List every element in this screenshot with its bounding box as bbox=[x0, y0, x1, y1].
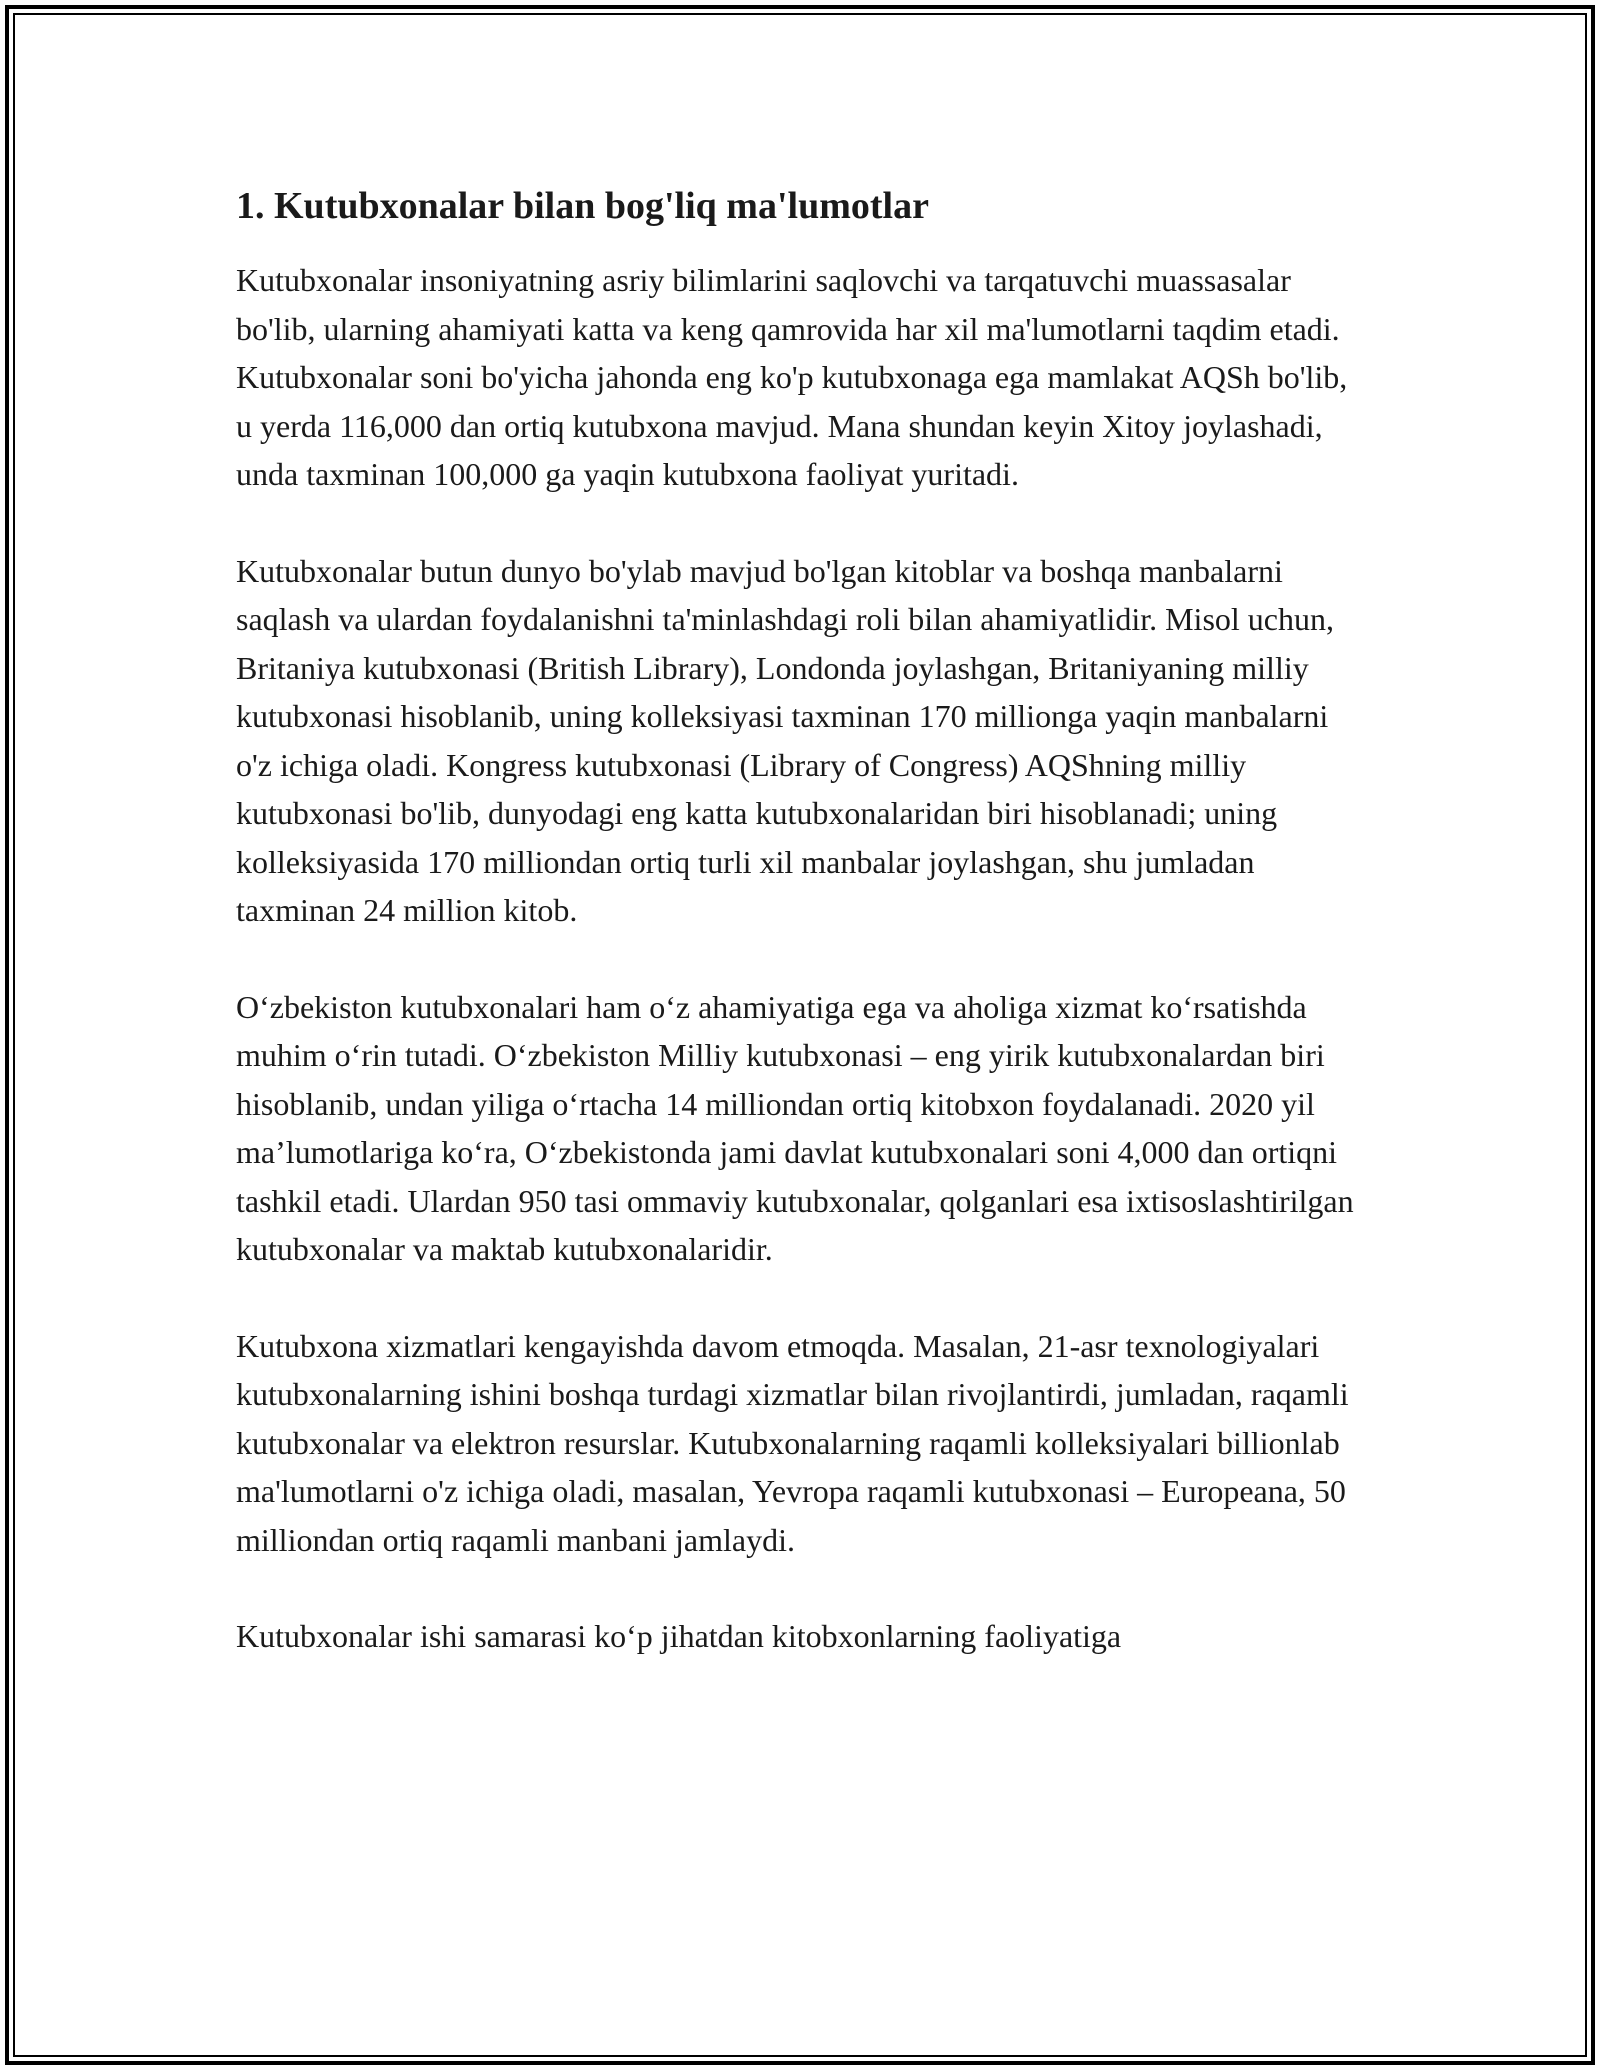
paragraph-library-effectiveness: Kutubxonalar ishi samarasi ko‘p jihatdan kitobxonlarning faoliyatiga bbox=[236, 1618, 1122, 1654]
paragraph-uzbekistan-libraries: O‘zbekiston kutubxonalari ham o‘z ahamiyatiga ega va aholiga xizmat ko‘rsatishda muhim o‘rin tutadi. O‘zbekiston Milliy kutubxonasi – eng yirik kutubxonalardan biri hisoblanib, undan yiliga o‘rtacha 14 milliondan ortiq kitobxon foydalanadi. 2020 yil ma’lumotlariga ko‘ra, O‘zbekistonda jami davlat kutubxonalari soni 4,000 dan ortiqni tashkil etadi. Ulardan 950 tasi ommaviy kutubxonalar, qolganlari esa ixtisoslashtirilgan kutubxonalar va maktab kutubxonalaridir. bbox=[236, 988, 1354, 1267]
paragraph-libraries-count: Kutubxonalar insoniyatning asriy bilimlarini saqlovchi va tarqatuvchi muassasalar bo'lib, ularning ahamiyati katta va keng qamrovida har xil ma'lumotlarni taqdim etadi. Kutubxonalar soni bo'yicha jahonda eng ko'p kutubxonaga ega mamlakat AQSh bo'lib, u yerda 116,000 dan ortiq kutubxona mavjud. Mana shundan keyin Xitoy joylashadi, unda taxminan 100,000 ga yaqin kutubxona faoliyat yuritadi. bbox=[236, 262, 1348, 492]
document-body bbox=[236, 182, 1386, 1709]
paragraph-world-libraries: Kutubxonalar butun dunyo bo'ylab mavjud bo'lgan kitoblar va boshqa manbalarni saqlash va ulardan foydalanishni ta'minlashdagi roli bilan ahamiyatlidir. Misol uchun, Britaniya kutubxonasi (British Library), Londonda joylashgan, Britaniyaning milliy kutubxonasi hisoblanib, uning kolleksiyasi taxminan 170 millionga yaqin manbalarni o'z ichiga oladi. Kongress kutubxonasi (Library of Congress) AQShning milliy kutubxonasi bo'lib, dunyodagi eng katta kutubxonalaridan biri hisoblanadi; uning kolleksiyasida 170 milliondan ortiq turli xil manbalar joylashgan, shu jumladan taxminan 24 million kitob. bbox=[236, 552, 1334, 928]
section-heading: 1. Kutubxonalar bilan bog'liq ma'lumotlar bbox=[236, 185, 929, 227]
paragraph-library-services: Kutubxona xizmatlari kengayishda davom etmoqda. Masalan, 21-asr texnologiyalari kutubxonalarning ishini boshqa turdagi xizmatlar bilan rivojlantirdi, jumladan, raqamli kutubxonalar va elektron resurslar. Kutubxonalarning raqamli kolleksiyalari billionlab ma'lumotlarni o'z ichiga oladi, masalan, Yevropa raqamli kutubxonasi – Europeana, 50 milliondan ortiq raqamli manbani jamlaydi. bbox=[236, 1327, 1349, 1558]
